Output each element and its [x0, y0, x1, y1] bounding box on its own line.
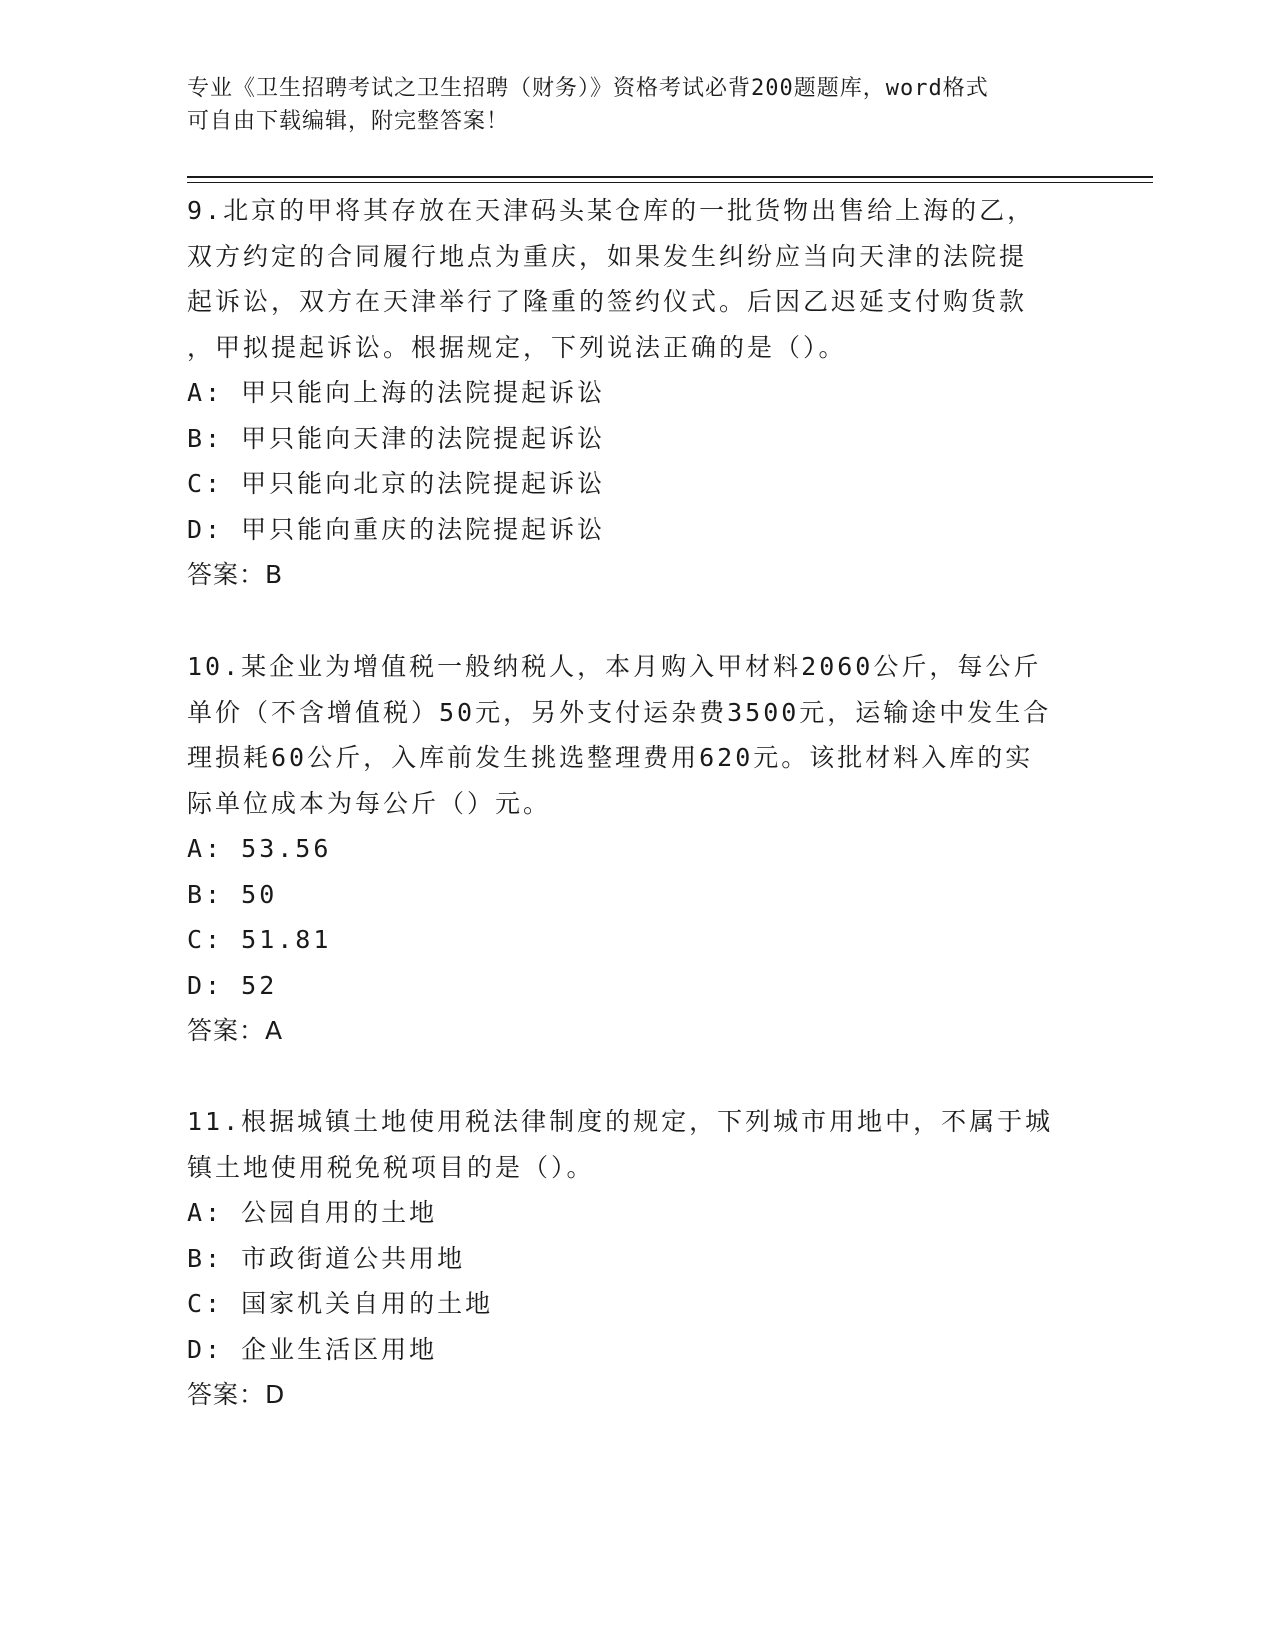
option-b: B: 50 [187, 879, 278, 909]
question-9 [187, 188, 1087, 598]
option-c: C: 国家机关自用的土地 [187, 1289, 494, 1318]
stem-line: 单价（不含增值税）50元，另外支付运杂费3500元，运输途中发生合 [187, 697, 1052, 727]
question-stem [187, 188, 1087, 370]
header-line-1: 专业《卫生招聘考试之卫生招聘（财务）》资格考试必背200题题库，word格式 [187, 76, 989, 101]
option-c: C: 51.81 [187, 925, 332, 954]
stem-line: 际单位成本为每公斤（）元。 [187, 788, 552, 818]
stem-line: 11.根据城镇土地使用税法律制度的规定，下列城市用地中，不属于城 [187, 1107, 1054, 1136]
option-d: D: 企业生活区用地 [187, 1334, 438, 1364]
option-b: B: 市政街道公共用地 [187, 1243, 466, 1273]
option-d: D: 52 [187, 970, 278, 1000]
stem-line: 起诉讼，双方在天津举行了隆重的签约仪式。后因乙迟延支付购货款 [187, 287, 1028, 316]
stem-line: 9.北京的甲将其存放在天津码头某仓库的一批货物出售给上海的乙， [187, 196, 1036, 225]
question-10 [187, 644, 1087, 1054]
document-header [187, 72, 1067, 138]
option-list [187, 1190, 1087, 1372]
stem-line: 理损耗60公斤，入库前发生挑选整理费用620元。该批材料入库的实 [187, 743, 1034, 772]
header-line-2: 可自由下载编辑，附完整答案！ [187, 109, 510, 134]
header-rule-thick [187, 176, 1153, 178]
stem-line: 镇土地使用税免税项目的是（）。 [187, 1152, 595, 1182]
answer-label: 答案：D [187, 1380, 286, 1409]
stem-line: 双方约定的合同履行地点为重庆，如果发生纠纷应当向天津的法院提 [187, 241, 1028, 271]
option-a: A: 53.56 [187, 834, 332, 863]
question-11 [187, 1099, 1087, 1418]
header-rule-thin [187, 182, 1153, 183]
option-a: A: 公园自用的土地 [187, 1198, 438, 1227]
answer-label: 答案：B [187, 560, 284, 589]
option-c: C: 甲只能向北京的法院提起诉讼 [187, 469, 606, 498]
answer-label: 答案：A [187, 1016, 284, 1045]
option-a: A: 甲只能向上海的法院提起诉讼 [187, 378, 606, 407]
stem-line: ，甲拟提起诉讼。根据规定，下列说法正确的是（）。 [187, 332, 847, 362]
question-stem [187, 644, 1087, 826]
option-d: D: 甲只能向重庆的法院提起诉讼 [187, 514, 606, 544]
option-list [187, 826, 1087, 1008]
option-b: B: 甲只能向天津的法院提起诉讼 [187, 423, 606, 453]
question-stem [187, 1099, 1087, 1190]
option-list [187, 370, 1087, 552]
stem-line: 10.某企业为增值税一般纳税人，本月购入甲材料2060公斤，每公斤 [187, 652, 1042, 681]
